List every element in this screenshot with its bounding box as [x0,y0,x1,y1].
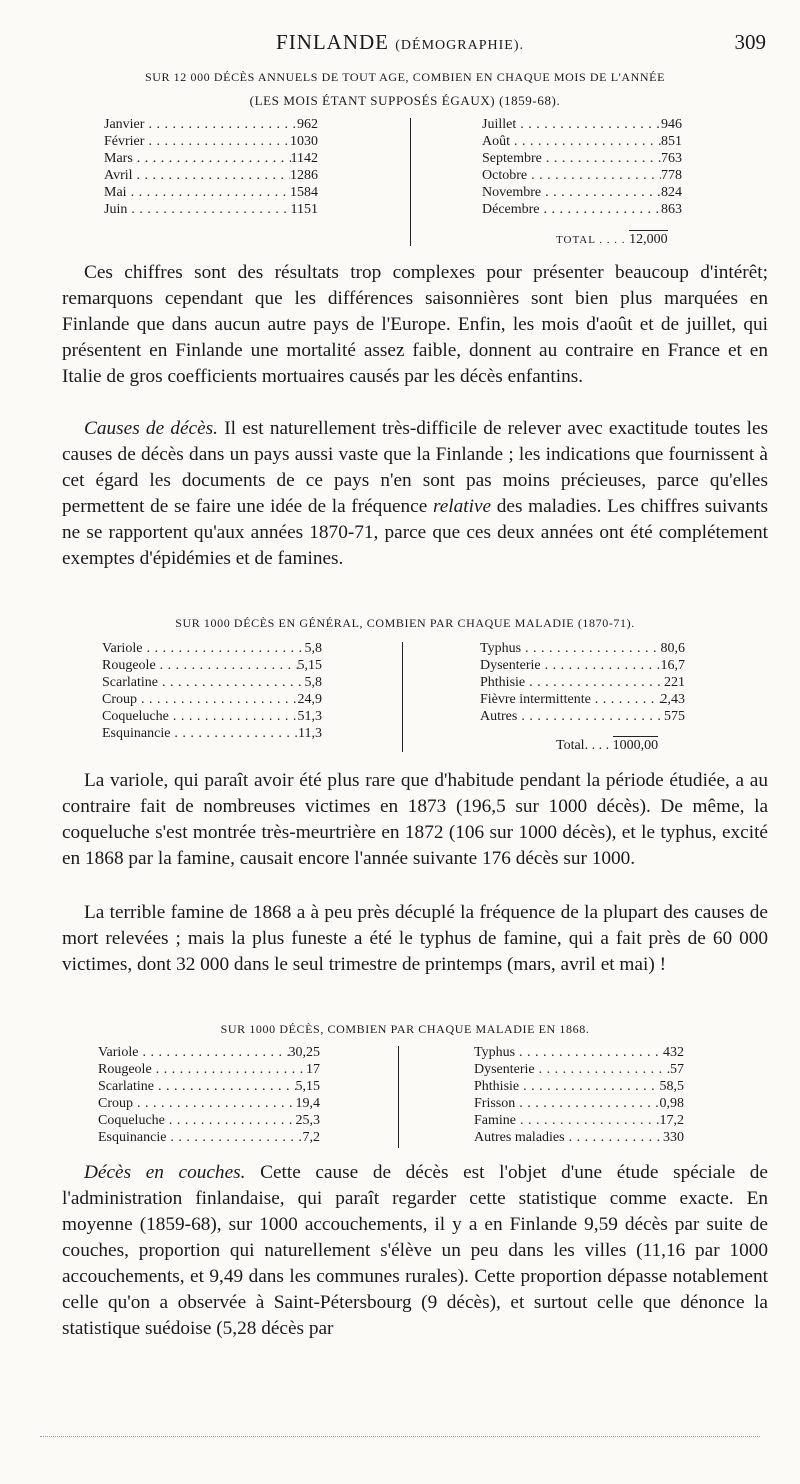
table1-total [556,232,668,248]
disease-value: 432 [663,1045,684,1060]
disease-label: Esquinancie . . . [102,725,298,742]
month-value: 851 [661,134,682,149]
table-row [104,150,318,167]
month-label: Août . . . [482,133,661,150]
table-row [474,1129,684,1146]
table2-left-column [102,640,322,742]
month-value: 1286 [290,168,318,183]
disease-label: Dysenterie . . . [474,1061,670,1078]
month-value: 1584 [290,185,318,200]
table-row [482,201,682,218]
paragraph-2-text-b: des maladies. Les chiffres suivants ne se rapportent qu'aux années 1870-71, parce que ces deux années ont été complétement exemptes d'épidémies et de famines. [62,496,768,569]
disease-label: Typhus . . . [474,1044,663,1061]
month-value: 946 [661,117,682,132]
disease-label: Scarlatine . . . [98,1078,296,1095]
disease-label: Fièvre intermittente . . . [480,691,661,708]
table1-right-column [482,116,682,218]
table-row [482,167,682,184]
page-number: 309 [734,30,766,54]
table-row [102,657,322,674]
table3-caption: SUR 1000 DÉCÈS, COMBIEN PAR CHAQUE MALADIE EN 1868. [220,1022,590,1036]
paragraph-2-text-a: Il est naturellement très-difficile de relever avec exactitude toutes les causes de décès dans un pays aussi vaste que la Finlande ; les indications que fournissent à cet égard les documents de ce pays n'en sont pas moins précieuses, parce qu'elles permettent de se faire une idée de la fréquence [62,418,769,517]
table-row [102,640,322,657]
table-row [474,1061,684,1078]
month-value: 962 [297,117,318,132]
disease-label: Coqueluche . . . [102,708,298,725]
table-row [102,691,322,708]
disease-value: 5,8 [304,641,322,656]
month-label: Mars . . . [104,150,291,167]
disease-value: 25,3 [295,1113,320,1128]
section-heading-couches: Décès en couches. [84,1162,246,1183]
month-label: Juin . . . [104,201,291,218]
table-row [98,1044,320,1061]
disease-label: Esquinancie . . . [98,1129,303,1146]
table-row [480,691,685,708]
disease-value: 7,2 [302,1130,320,1145]
page-title [0,30,800,55]
disease-label: Variole . . . [102,640,305,657]
month-value: 778 [661,168,682,183]
disease-label: Scarlatine . . . [102,674,305,691]
paragraph-3-text: La variole, qui paraît avoir été plus rare que d'habitude pendant la période étudiée, a au contraire fait de nombreuses victimes en 1873 (196,5 sur 1000 décès). De même, la coqueluche s'est montrée très-meurtrière en 1872 (106 sur 1000 décès), et le typhus, excité en 1868 par la famine, causait encore l'année suivante 176 décès sur 1000. [62,770,768,869]
total-value: 1000,00 [612,738,659,753]
table-row [482,133,682,150]
footer-rule [40,1436,760,1439]
disease-label: Rougeole . . . [102,657,298,674]
disease-label: Coqueluche . . . [98,1112,296,1129]
disease-label: Frisson . . . [474,1095,660,1112]
table1-divider [410,118,411,246]
disease-value: 5,15 [295,1079,320,1094]
table1-caption-line1: SUR 12 000 DÉCÈS ANNUELS DE TOUT AGE, COMBIEN EN CHAQUE MOIS DE L'ANNÉE [144,70,666,84]
table2-divider [402,642,403,752]
paragraph-5-text: Cette cause de décès est l'objet d'une étude spéciale de l'administration finlandaise, qui paraît regarder cette statistique comme exacte. En moyenne (1859-68), sur 1000 accouchements, il y a en Finlande 9,59 décès par suite de couches, proportion qui naturellement s'élève un peu dans les villes (11,16 par 1000 accouchements, et 9,49 dans les communes rurales). Cette proportion dépasse notablement celle qu'on a observée à Saint-Pétersbourg (9 décès), et surtout celle que dénonce la statistique suédoise (5,28 décès par [62,1162,768,1339]
disease-value: 51,3 [297,709,322,724]
paragraph-2-emphasis: relative [432,496,492,517]
disease-value: 17 [306,1062,320,1077]
month-label: Mai . . . [104,184,290,201]
table-row [104,184,318,201]
table-row [480,640,685,657]
disease-label: Phthisie . . . [480,674,664,691]
disease-value: 19,4 [295,1096,320,1111]
disease-value: 17,2 [659,1113,684,1128]
table3-left-column [98,1044,320,1146]
disease-value: 575 [664,709,685,724]
disease-label: Croup . . . [98,1095,296,1112]
table-row [98,1078,320,1095]
table3-right-column [474,1044,684,1146]
disease-label: Rougeole . . . [98,1061,306,1078]
disease-value: 0,98 [659,1096,684,1111]
total-label: Total. . . . [556,738,610,753]
disease-value: 16,7 [660,658,685,673]
paragraph-3 [62,768,768,872]
disease-value: 2,43 [660,692,685,707]
table-row [104,116,318,133]
table-row [98,1112,320,1129]
paragraph-4 [62,900,768,978]
table-row [104,201,318,218]
paragraph-4-text: La terrible famine de 1868 a à peu près décuplé la fréquence de la plupart des causes de mort relevées ; mais la plus funeste a été le typhus de famine, qui a fait près de 60 000 victimes, dont 32 000 dans le seul trimestre de printemps (mars, avril et mai) ! [62,902,768,975]
disease-value: 57 [670,1062,684,1077]
month-label: Septembre . . . [482,150,661,167]
table2-right-column [480,640,685,725]
disease-label: Croup . . . [102,691,298,708]
disease-value: 5,8 [304,675,322,690]
month-label: Février . . . [104,133,290,150]
disease-value: 221 [664,675,685,690]
disease-value: 30,25 [288,1045,320,1060]
table3-divider [398,1046,399,1148]
disease-value: 80,6 [660,641,685,656]
disease-value: 24,9 [297,692,322,707]
disease-label: Autres maladies . . . [474,1129,663,1146]
disease-label: Autres . . . [480,708,664,725]
page-title-subtitle: (DÉMOGRAPHIE). [395,38,524,53]
total-label: TOTAL . . . . [556,234,626,246]
month-label: Octobre . . . [482,167,661,184]
table-row [98,1129,320,1146]
table-row [102,725,322,742]
table-row [474,1095,684,1112]
page-title-main: FINLANDE [276,30,390,54]
table1-left-column [104,116,318,218]
paragraph-1 [62,260,768,390]
paragraph-2 [62,416,768,572]
disease-label: Famine . . . [474,1112,660,1129]
table-row [482,150,682,167]
month-value: 1142 [290,151,318,166]
table-row [480,708,685,725]
month-label: Novembre . . . [482,184,661,201]
table-row [102,674,322,691]
table-row [98,1061,320,1078]
month-label: Décembre . . . [482,201,661,218]
table-row [480,674,685,691]
table2-total [556,738,658,754]
paragraph-5 [62,1160,768,1342]
table-row [482,184,682,201]
month-label: Juillet . . . [482,116,661,133]
running-head [0,30,800,56]
month-value: 763 [661,151,682,166]
month-label: Janvier . . . [104,116,297,133]
table2-caption: SUR 1000 DÉCÈS EN GÉNÉRAL, COMBIEN PAR CHAQUE MALADIE (1870-71). [175,616,635,630]
month-label: Avril . . . [104,167,290,184]
table-row [474,1044,684,1061]
disease-value: 11,3 [298,726,322,741]
table-row [102,708,322,725]
disease-value: 330 [663,1130,684,1145]
month-value: 1030 [290,134,318,149]
table-row [474,1078,684,1095]
disease-label: Phthisie . . . [474,1078,660,1095]
disease-label: Dysenterie . . . [480,657,661,674]
table-row [104,167,318,184]
month-value: 824 [661,185,682,200]
table-row [480,657,685,674]
disease-value: 5,15 [297,658,322,673]
paragraph-1-text: Ces chiffres sont des résultats trop complexes pour présenter beaucoup d'intérêt; remarquons cependant que les différences saisonnières sont bien plus marquées en Finlande que dans aucun autre pays de l'Europe. Enfin, les mois d'août et de juillet, qui présentent en Finlande une mortalité assez faible, donnent au contraire en France et en Italie de gros coefficients mortuaires causés par les décès enfantins. [62,262,768,387]
section-heading-causes: Causes de décès. [84,418,218,439]
table-row [104,133,318,150]
total-value: 12,000 [629,232,668,247]
disease-label: Typhus . . . [480,640,661,657]
table-row [98,1095,320,1112]
disease-value: 58,5 [659,1079,684,1094]
month-value: 1151 [290,202,318,217]
disease-label: Variole . . . [98,1044,289,1061]
table-row [482,116,682,133]
month-value: 863 [661,202,682,217]
table-row [474,1112,684,1129]
table1-caption-line2: (LES MOIS ÉTANT SUPPOSÉS ÉGAUX) (1859-68). [249,93,561,108]
